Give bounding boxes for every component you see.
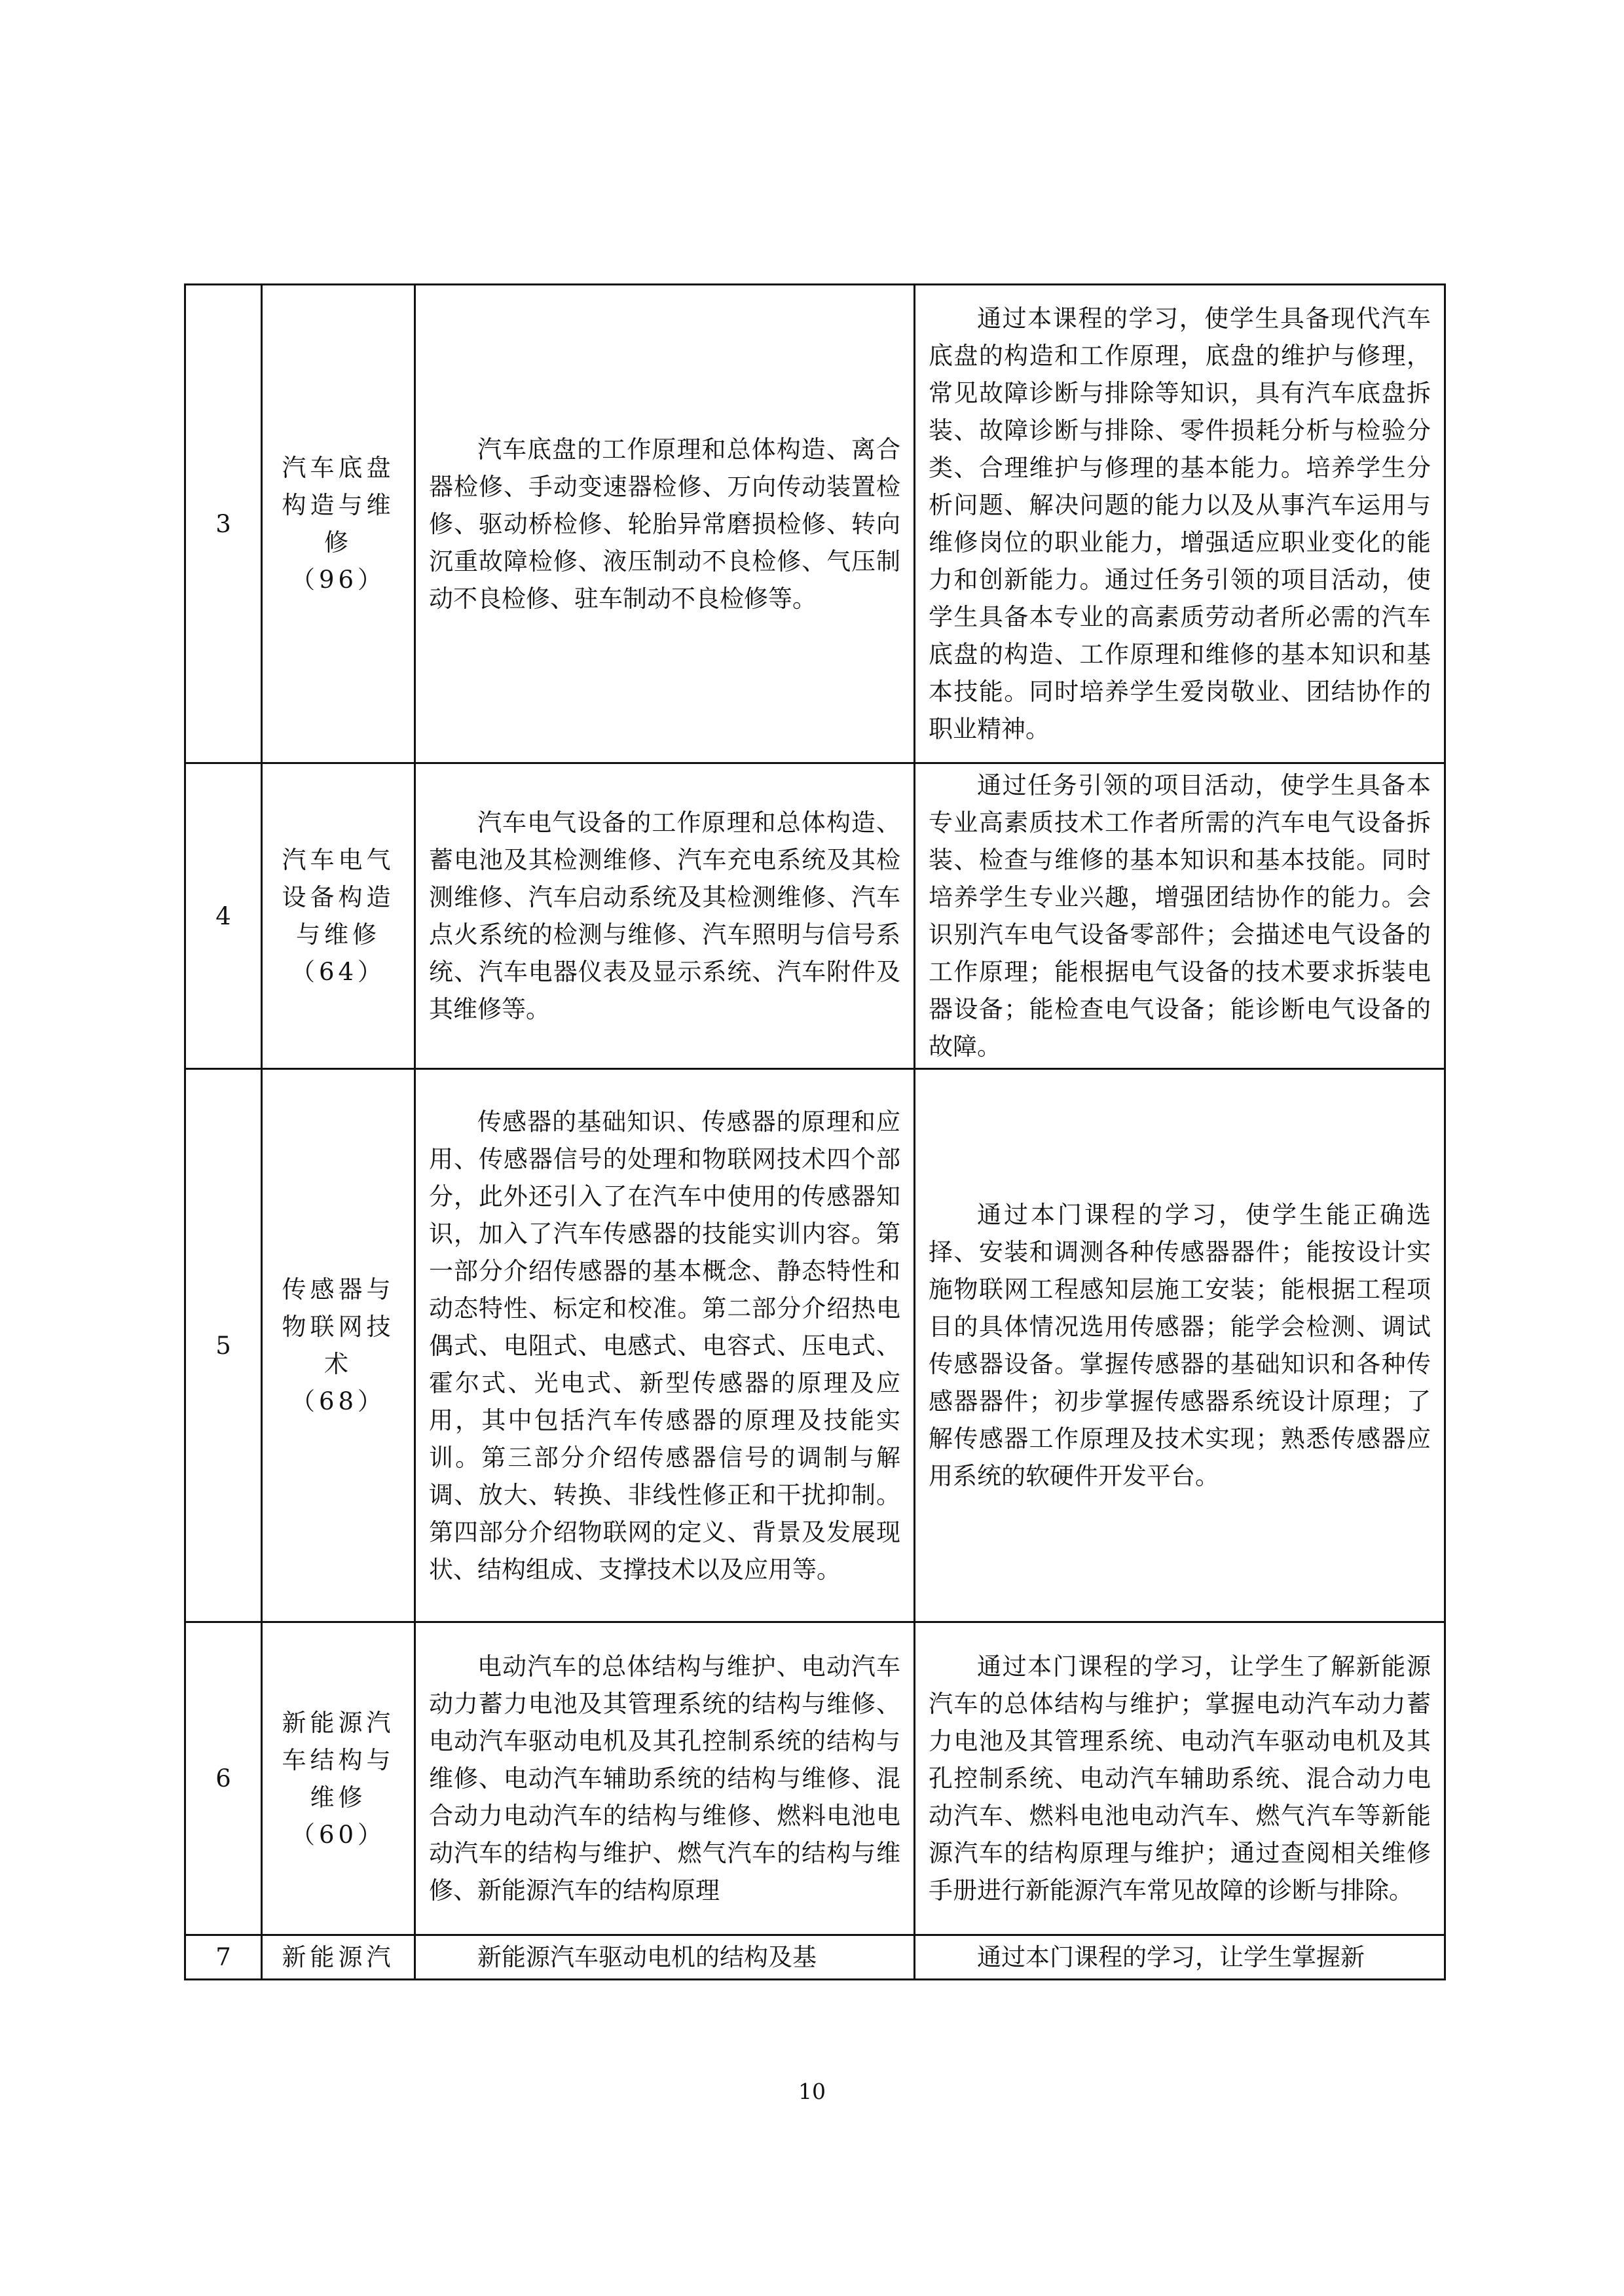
table-row xyxy=(185,763,1445,1069)
row-number-cell: 7 xyxy=(185,1935,262,1980)
course-content-cell xyxy=(415,285,915,763)
course-content-cell xyxy=(415,1622,915,1935)
course-name-cell xyxy=(262,285,415,763)
course-content: 电动汽车的总体结构与维护、电动汽车动力蓄力电池及其管理系统的结构与维修、电动汽车驱动电机及其孔控制系统的结构与维修、电动汽车辅助系统的结构与维修、混合动力电动汽车的结构与维修、燃料电池电动汽车的结构与维护、燃气汽车的结构与维修、新能源汽车的结构原理 xyxy=(429,1652,900,1904)
course-content: 传感器的基础知识、传感器的原理和应用、传感器信号的处理和物联网技术四个部分，此外还引入了在汽车中使用的传感器知识，加入了汽车传感器的技能实训内容。第一部分介绍传感器的基本概念、静态特性和动态特性、标定和校准。第二部分介绍热电偶式、电阻式、电感式、电容式、压电式、霍尔式、光电式、新型传感器的原理及应用，其中包括汽车传感器的原理及技能实训。第三部分介绍传感器信号的调制与解调、放大、转换、非线性修正和干扰抑制。第四部分介绍物联网的定义、背景及发展现状、结构组成、支撑技术以及应用等。 xyxy=(429,1107,900,1584)
course-content-cell xyxy=(415,1069,915,1622)
course-hours: （60） xyxy=(290,1820,386,1849)
row-number-cell: 4 xyxy=(185,763,262,1069)
course-goal: 通过本门课程的学习，让学生掌握新 xyxy=(977,1943,1365,1971)
course-name-cell xyxy=(262,1935,415,1980)
course-content: 新能源汽车驱动电机的结构及基 xyxy=(477,1943,817,1971)
row-number-cell: 3 xyxy=(185,285,262,763)
table-row xyxy=(185,285,1445,763)
course-name: 汽车电气设备构造与维修 xyxy=(282,846,395,949)
course-content-cell xyxy=(415,1935,915,1980)
course-content-cell xyxy=(415,763,915,1069)
course-name-cell xyxy=(262,1622,415,1935)
course-hours: （68） xyxy=(290,1387,386,1415)
course-goal: 通过本门课程的学习，让学生了解新能源汽车的总体结构与维护；掌握电动汽车动力蓄力电池及其管理系统、电动汽车驱动电机及其孔控制系统、电动汽车辅助系统、混合动力电动汽车、燃料电池电动汽车、燃气汽车等新能源汽车的结构原理与维护；通过查阅相关维修手册进行新能源汽车常见故障的诊断与排除。 xyxy=(929,1652,1431,1904)
course-content: 汽车电气设备的工作原理和总体构造、蓄电池及其检测维修、汽车充电系统及其检测维修、汽车启动系统及其检测维修、汽车点火系统的检测与维修、汽车照明与信号系统、汽车电器仪表及显示系统、汽车附件及其维修等。 xyxy=(429,809,900,1023)
row-number-cell: 6 xyxy=(185,1622,262,1935)
table-row xyxy=(185,1622,1445,1935)
course-goal: 通过任务引领的项目活动，使学生具备本专业高素质技术工作者所需的汽车电气设备拆装、检查与维修的基本知识和基本技能。同时培养学生专业兴趣，增强团结协作的能力。会识别汽车电气设备零部件；会描述电气设备的工作原理；能根据电气设备的技术要求拆装电器设备；能检查电气设备；能诊断电气设备的故障。 xyxy=(929,771,1431,1061)
course-name: 传感器与物联网技术 xyxy=(282,1275,395,1378)
course-name: 汽车底盘构造与维修 xyxy=(282,454,395,556)
course-content: 汽车底盘的工作原理和总体构造、离合器检修、手动变速器检修、万向传动装置检修、驱动桥检修、轮胎异常磨损检修、转向沉重故障检修、液压制动不良检修、气压制动不良检修、驻车制动不良检修等。 xyxy=(429,435,900,613)
course-goal-cell xyxy=(915,285,1445,763)
page-number: 10 xyxy=(798,2079,826,2104)
course-name-cell xyxy=(262,763,415,1069)
table-row xyxy=(185,1935,1445,1980)
course-name: 新能源汽车结构与维修 xyxy=(282,1708,395,1812)
course-goal-cell xyxy=(915,1069,1445,1622)
course-name: 新能源汽 xyxy=(282,1943,395,1971)
table-row xyxy=(185,1069,1445,1622)
course-hours: （64） xyxy=(290,958,386,986)
course-goal-cell xyxy=(915,763,1445,1069)
course-goal: 通过本课程的学习，使学生具备现代汽车底盘的构造和工作原理，底盘的维护与修理，常见故障诊断与排除等知识，具有汽车底盘拆装、故障诊断与排除、零件损耗分析与检验分类、合理维护与修理的基本能力。培养学生分析问题、解决问题的能力以及从事汽车运用与维修岗位的职业能力，增强适应职业变化的能力和创新能力。通过任务引领的项目活动，使学生具备本专业的高素质劳动者所必需的汽车底盘的构造、工作原理和维修的基本知识和基本技能。同时培养学生爱岗敬业、团结协作的职业精神。 xyxy=(929,304,1431,743)
course-table xyxy=(184,283,1446,1980)
course-goal-cell xyxy=(915,1935,1445,1980)
course-name-cell xyxy=(262,1069,415,1622)
row-number-cell: 5 xyxy=(185,1069,262,1622)
course-hours: （96） xyxy=(290,566,386,594)
course-goal-cell xyxy=(915,1622,1445,1935)
course-goal: 通过本门课程的学习，使学生能正确选择、安装和调测各种传感器器件；能按设计实施物联网工程感知层施工安装；能根据工程项目的具体情况选用传感器；能学会检测、调试传感器设备。掌握传感器的基础知识和各种传感器器件；初步掌握传感器系统设计原理；了解传感器工作原理及技术实现；熟悉传感器应用系统的软硬件开发平台。 xyxy=(929,1201,1431,1490)
